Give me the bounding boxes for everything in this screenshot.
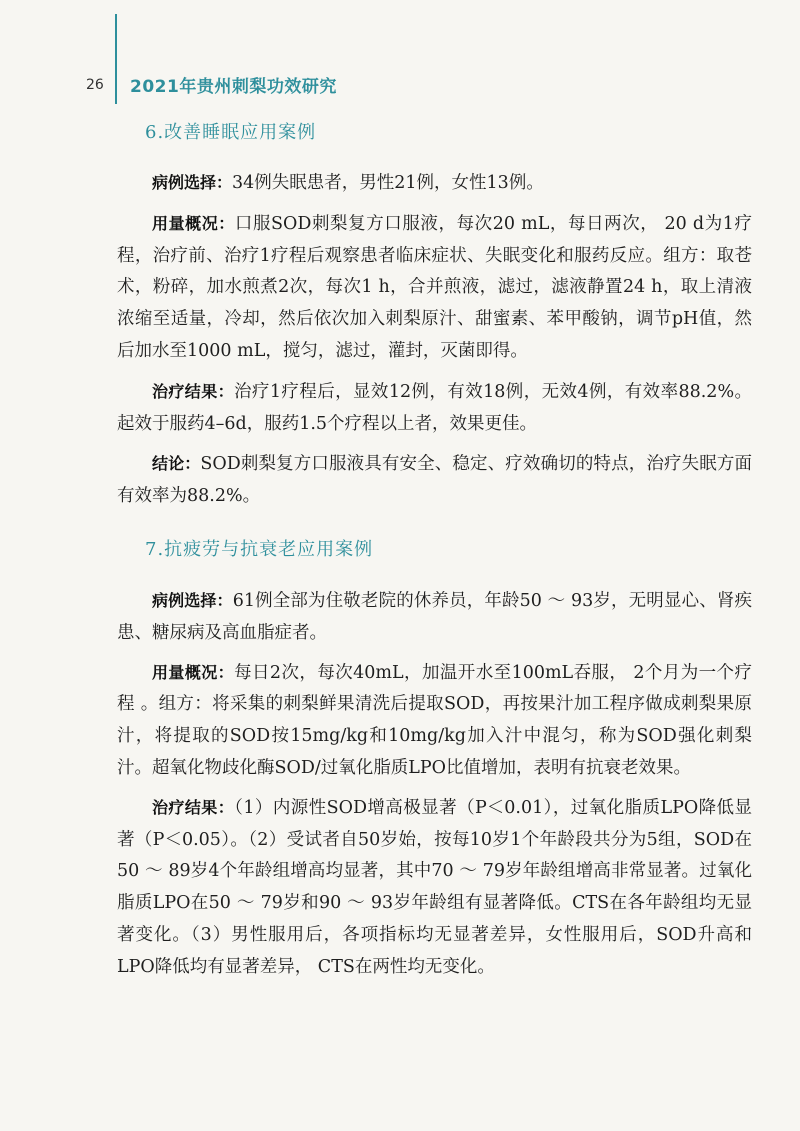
paragraph-label: 病例选择： <box>152 591 233 610</box>
paragraph-text: 61例全部为住敬老院的休养员，年龄50 ～ 93岁，无明显心、肾疾患、糖尿病及高血脂症者。 <box>117 591 752 643</box>
header-rule <box>115 14 117 104</box>
section-heading: 7.抗疲劳与抗衰老应用案例 <box>145 539 374 560</box>
paragraph-text: （1）内源性SOD增高极显著（P＜0.01），过氧化脂质LPO降低显著（P＜0.05）。（2）受试者自50岁始，按每10岁1个年龄段共分为5组，SOD在50 ～ 89岁4个年龄组增高均显著，其中70 ～ 79岁年龄组增高非常显著。过氧化脂质LPO在50 ～ 79岁和90 ～ 93岁年龄组有显著降低。CTS在各年龄组均无显著变化。（3）男性服用后，各项指标均无显著差异，女性服用后，SOD升高和LPO降低均有显著差异， CTS在两性均无变化。 <box>117 797 752 977</box>
paragraph-text: SOD刺梨复方口服液具有安全、稳定、疗效确切的特点，治疗失眠方面有效率为88.2%。 <box>117 454 752 507</box>
paragraph-label: 用量概况： <box>152 662 235 682</box>
paragraph-text: 每日2次，每次40mL，加温开水至100mL吞服， 2个月为一个疗程 。组方：将采集的刺梨鲜果清洗后提取SOD，再按果汁加工程序做成刺梨果原汁，将提取的SOD按15mg/kg和10mg/kg加入汁中混匀，称为SOD强化刺梨汁。超氧化物歧化酶SOD/过氧化脂质LPO比值增加，表明有抗衰老效果。 <box>117 662 752 778</box>
paragraph-case-selection <box>117 167 752 200</box>
paragraph-text: 34例失眠患者，男性21例，女性13例。 <box>232 173 544 193</box>
section-heading: 6.改善睡眠应用案例 <box>145 122 317 143</box>
paragraph-conclusion <box>117 448 752 513</box>
paragraph-label: 治疗结果： <box>152 381 235 401</box>
page-number: 26 <box>86 77 104 93</box>
paragraph-text: 治疗1疗程后，显效12例，有效18例，无效4例，有效率88.2%。起效于服药4–6d，服药1.5个疗程以上者，效果更佳。 <box>117 381 752 434</box>
section-anti-aging <box>0 535 800 991</box>
paragraph-results <box>117 792 752 984</box>
paragraph-label: 治疗结果： <box>152 797 235 817</box>
paragraph-dosage <box>117 208 752 368</box>
paragraph-dosage <box>117 657 752 785</box>
running-title: 2021年贵州刺梨功效研究 <box>130 77 337 97</box>
paragraph-label: 用量概况： <box>152 213 235 233</box>
paragraph-text: 口服SOD刺梨复方口服液，每次20 mL，每日两次， 20 d为1疗程，治疗前、治疗1疗程后观察患者临床症状、失眠变化和服药反应。组方：取苍术，粉碎，加水煎煮2次，每次1 h，合并煎液，滤过，滤液静置24 h，取上清液浓缩至适量，冷却，然后依次加入刺梨原汁、甜蜜素、苯甲酸钠，调节pH值，然后加水至1000 mL，搅匀，滤过，灌封，灭菌即得。 <box>117 213 752 361</box>
paragraph-label: 结论： <box>152 454 201 474</box>
paragraph-results <box>117 376 752 441</box>
paragraph-case-selection <box>117 585 752 650</box>
section-sleep <box>0 118 800 521</box>
paragraph-label: 病例选择： <box>152 173 233 192</box>
